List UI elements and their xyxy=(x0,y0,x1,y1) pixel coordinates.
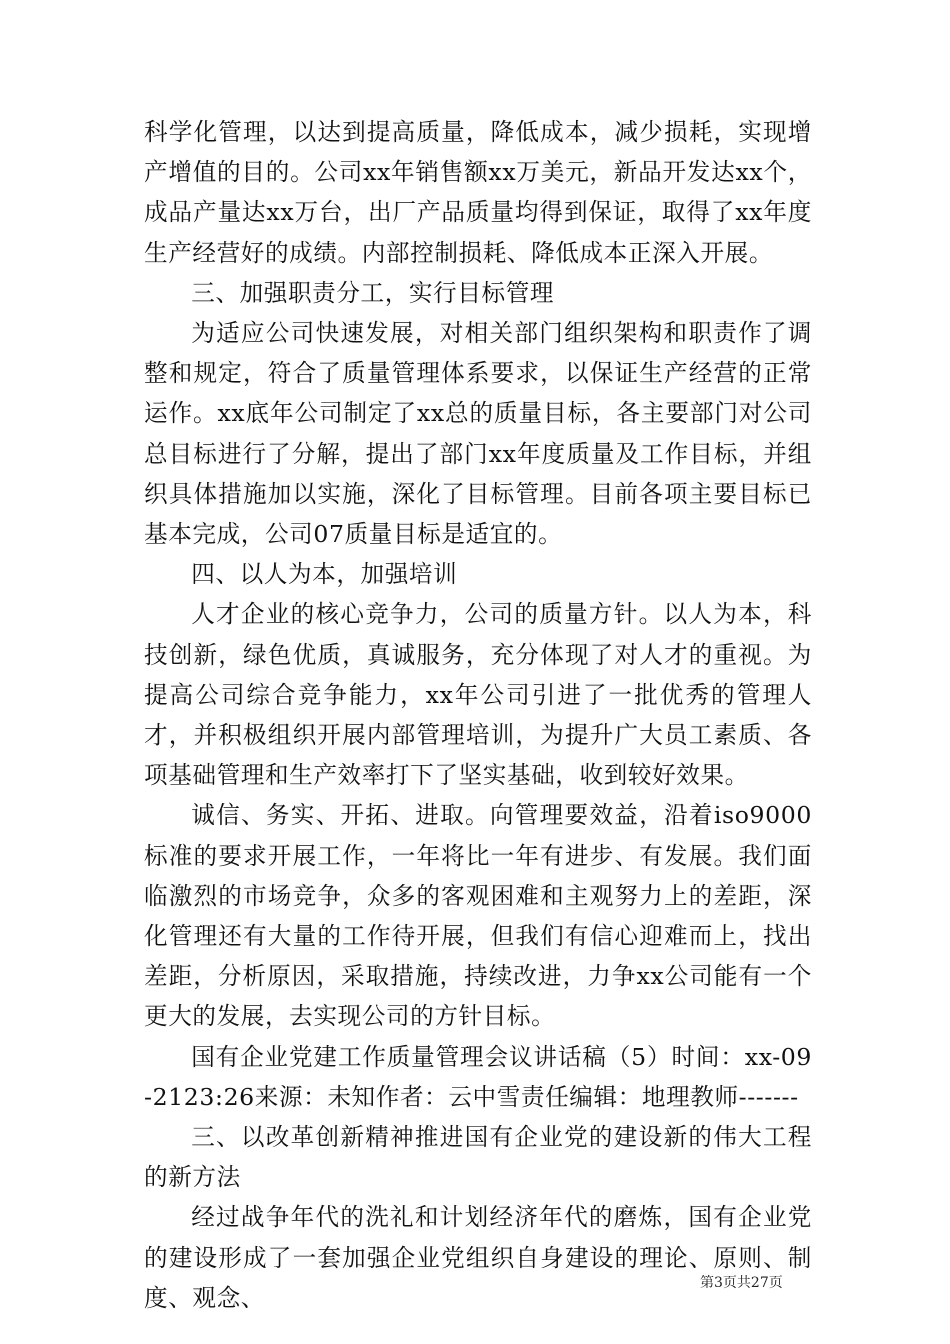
section-heading-4: 四、以人为本，加强培训 xyxy=(191,560,458,589)
page-number-footer: 第3页共27页 xyxy=(700,1275,783,1291)
paragraph-goals: 为适应公司快速发展，对相关部门组织架构和职责作了调整和规定，符合了质量管理体系要求，以保证生产经营的正常运作。xx底年公司制定了xx总的质量目标，各主要部门对公司总目标进行了分解，提出了部门xx年度质量及工作目标，并组织具体措施加以实施，深化了目标管理。目前各项主要目标已基本完成，公司07质量目标是适宜的。 xyxy=(144,319,812,549)
document-body xyxy=(144,112,812,1318)
section-heading-3: 三、加强职责分工，实行目标管理 xyxy=(191,278,555,307)
paragraph-continuation: 科学化管理，以达到提高质量，降低成本，减少损耗，实现增产增值的目的。公司xx年销售额xx万美元，新品开发达xx个，成品产量达xx万台，出厂产品质量均得到保证，取得了xx年度生产经营好的成绩。内部控制损耗、降低成本正深入开展。 xyxy=(144,118,812,267)
section-heading-reform: 三、以改革创新精神推进国有企业党的建设新的伟大工程的新方法 xyxy=(144,1123,812,1192)
paragraph-integrity: 诚信、务实、开拓、进取。向管理要效益，沿着iso9000标准的要求开展工作，一年将比一年有进步、有发展。我们面临激烈的市场竞争，众多的客观困难和主观努力上的差距，深化管理还有大量的工作待开展，但我们有信心迎难而上，找出差距，分析原因，采取措施，持续改进，力争xx公司能有一个更大的发展，去实现公司的方针目标。 xyxy=(144,801,812,1031)
paragraph-talent: 人才企业的核心竞争力，公司的质量方针。以人为本，科技创新，绿色优质，真诚服务，充分体现了对人才的重视。为提高公司综合竞争能力，xx年公司引进了一批优秀的管理人才，并积极组织开展内部管理培训，为提升广大员工素质、各项基础管理和生产效率打下了坚实基础，收到较好效果。 xyxy=(144,600,812,790)
paragraph-article-meta: 国有企业党建工作质量管理会议讲话稿（5）时间：xx-09-2123:26来源：未知作者：云中雪责任编辑：地理教师------- xyxy=(144,1042,812,1111)
paragraph-party-building: 经过战争年代的洗礼和计划经济年代的磨炼，国有企业党的建设形成了一套加强企业党组织自身建设的理论、原则、制度、观念、 xyxy=(144,1203,812,1312)
